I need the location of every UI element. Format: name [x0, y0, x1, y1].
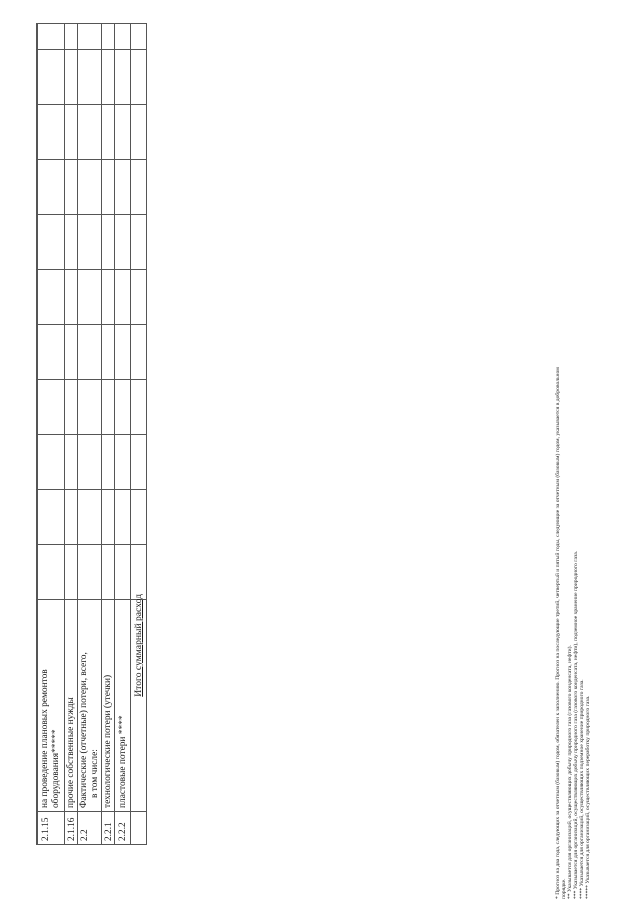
row-number: 2.2	[80, 829, 90, 841]
row-label: на проведение плановых ремонтов	[40, 669, 50, 808]
footnote: *** Указывается для организаций, осуществляющих добычу природного газа (газового конденсата, нефти), подземное хранение природного газа.	[573, 550, 580, 899]
table-row	[114, 24, 130, 844]
table-row	[101, 24, 114, 844]
row-number: 2.1.16	[67, 817, 77, 841]
row-label: оборудования*****	[51, 729, 61, 808]
row-label: в том числе:	[90, 749, 100, 798]
row-label: прочие собственные нужды	[66, 697, 76, 808]
total-label: Итого суммарный расход	[133, 594, 144, 697]
row-label: Фактические (отчетные) потери, всего,	[79, 652, 89, 808]
table-row-total	[130, 24, 146, 844]
row-label: технологические потери (утечки)	[103, 674, 113, 808]
footnote: * Прогноз на два года, следующих за отчетным (базовым) годом, обязателен к заполнению. Прогноз на последующие третий, четвертый и пятый годы, следующие за отчетным (базовым) годом, указывается в добровольном	[555, 367, 561, 899]
footnotes	[555, 19, 592, 899]
consumption-table	[36, 23, 147, 845]
footnote: ***** Указывается для организаций, осуществляющих переработку природного газа.	[585, 695, 592, 899]
table-row	[77, 24, 101, 844]
table-row	[64, 24, 77, 844]
table-row	[37, 24, 64, 844]
row-label: пластовые потери ****	[118, 715, 128, 808]
row-number: 2.1.15	[41, 817, 51, 841]
footnote: порядке.	[561, 878, 568, 899]
row-number: 2.2.1	[104, 822, 114, 841]
row-number: 2.2.2	[118, 822, 128, 841]
footnote: ** Указывается для организаций, осуществляющих добычу природного газа (газового конденсата, нефти).	[567, 645, 574, 899]
footnote: **** Указывается для организаций, осуществляющих подземное хранение природного газа.	[579, 679, 586, 899]
